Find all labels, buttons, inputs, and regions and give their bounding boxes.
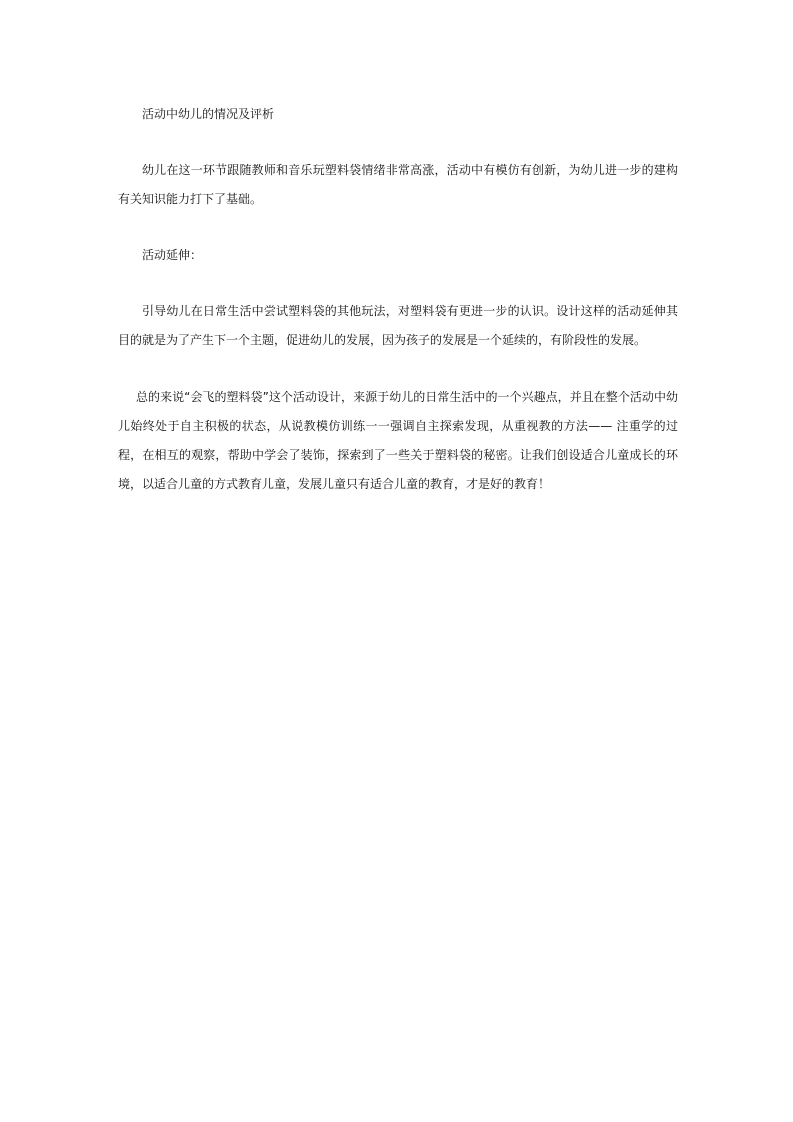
section-heading-analysis: 活动中幼儿的情况及评析 [142,107,275,121]
paragraph-extension: 引导幼儿在日常生活中尝试塑料袋的其他玩法，对塑料袋有更进一步的认识。设计这样的活动延伸其目的就是为了产生下一个主题，促进幼儿的发展，因为孩子的发展是一个延续的，有阶段性的发展。 [118,304,678,347]
paragraph-analysis: 幼儿在这一环节跟随教师和音乐玩塑料袋情绪非常高涨，活动中有模仿有创新，为幼儿进一步的建构有关知识能力打下了基础。 [118,163,678,206]
section-heading-extension: 活动延伸： [142,248,203,262]
paragraph-summary: 总的来说“会飞的塑料袋”这个活动设计，来源于幼儿的日常生活中的一个兴趣点，并且在整个活动中幼儿始终处于自主积极的状态，从说教模仿训练一一强调自主探索发现，从重视教的方法—— 注重学的过程，在相互的观察，帮助中学会了装饰，探索到了一些关于塑料袋的秘密。让我们创设适合儿童成长的环境，以适合儿童的方式教育儿童，发展儿童只有适合儿童的教育，才是好的教育！ [118,390,678,491]
document-body [118,100,678,499]
